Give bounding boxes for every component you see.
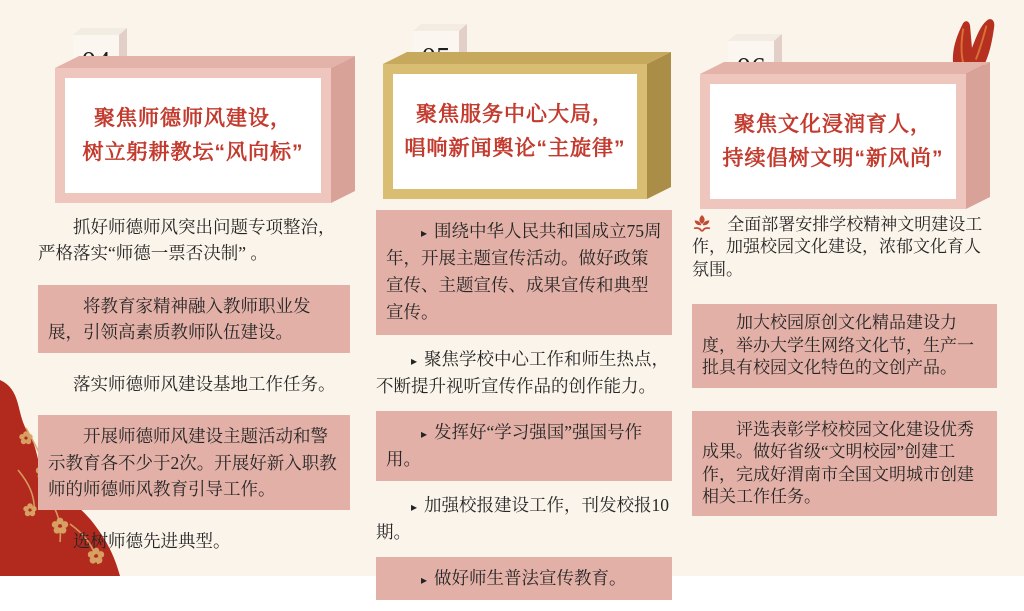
item-text: 做好师生普法宣传教育。: [434, 568, 627, 589]
item-text: 开展师德师风建设主题活动和警示教育各不少于2次。开展好新入职教师的师德师风教育引导工作。: [48, 426, 337, 499]
box-front-face: [700, 74, 966, 209]
item-text: 全面部署安排学校精神文明建设工作，加强校园文化建设，浓郁文化育人氛围。: [692, 215, 983, 279]
title-box: [700, 62, 990, 209]
section-title: 聚焦服务中心大局， 唱响新闻舆论“主旋律”: [404, 102, 626, 160]
list-item: [692, 214, 997, 281]
bullet-icon: ▸: [411, 353, 418, 368]
box-top-face: [55, 56, 355, 68]
title-panel: [65, 78, 321, 193]
section-title: 聚焦师德师风建设， 树立躬耕教坛“风向标”: [82, 106, 304, 164]
section-06-item-list: [692, 214, 997, 539]
item-text: 围绕中华人民共和国成立75周年，开展主题宣传活动。做好政策宣传、主题宣传、成果宣传和典型宣传。: [386, 221, 662, 323]
cube-top-face: [73, 28, 127, 35]
list-item: [376, 492, 672, 546]
bullet-icon: ▸: [421, 573, 428, 588]
section-title: 聚焦文化浸润育人， 持续倡树文明“新风尚”: [722, 112, 944, 170]
item-text: 落实师德师风建设基地工作任务。: [73, 374, 336, 394]
item-text: 加强校报建设工作，刊发校报10期。: [376, 495, 670, 543]
item-text: 聚焦学校中心工作和师生热点，不断提升视听宣传作品的创作能力。: [376, 348, 670, 396]
highlight-item: [376, 411, 672, 481]
title-box: [55, 56, 355, 203]
item-text: 抓好师德师风突出问题专项整治，严格落实“师德一票否决制” 。: [38, 217, 336, 264]
box-side-face: [331, 56, 355, 203]
box-front-face: [383, 64, 647, 199]
highlight-item: [376, 557, 672, 600]
item-text: 发挥好“学习强国”强国号作用。: [386, 421, 643, 469]
cube-top-face: [728, 34, 782, 41]
list-item: [38, 528, 350, 554]
list-item: [38, 371, 350, 397]
highlight-item: [38, 415, 350, 510]
flower-icon: [692, 214, 712, 234]
title-box: [383, 52, 671, 199]
title-panel: [393, 74, 637, 189]
item-text: 评选表彰学校校园文化建设优秀成果。做好省级“文明校园”创建工作，完成好渭南市全国文明城市创建相关工作任务。: [702, 419, 974, 506]
highlight-item: [38, 285, 350, 354]
bullet-icon: ▸: [421, 426, 428, 441]
box-top-face: [700, 62, 990, 74]
section-05-item-list: [376, 210, 672, 611]
section-04-item-list: [38, 214, 350, 572]
highlight-item: [376, 210, 672, 335]
box-front-face: [55, 68, 331, 203]
list-item: [376, 346, 672, 400]
item-text: 选树师德先进典型。: [73, 531, 231, 551]
list-item: [38, 214, 350, 267]
cube-top-face: [413, 24, 467, 31]
bullet-icon: ▸: [421, 226, 428, 240]
highlight-item: [692, 304, 997, 387]
box-top-face: [383, 52, 671, 64]
bullet-icon: ▸: [411, 500, 418, 514]
box-side-face: [966, 62, 990, 209]
box-side-face: [647, 52, 671, 199]
highlight-item: [692, 411, 997, 517]
item-text: 将教育家精神融入教师职业发展，引领高素质教师队伍建设。: [48, 295, 311, 342]
item-text: 加大校园原创文化精品建设力度，举办大学生网络文化节，生产一批具有校园文化特色的文创产品。: [702, 313, 974, 378]
title-panel: [710, 84, 956, 199]
